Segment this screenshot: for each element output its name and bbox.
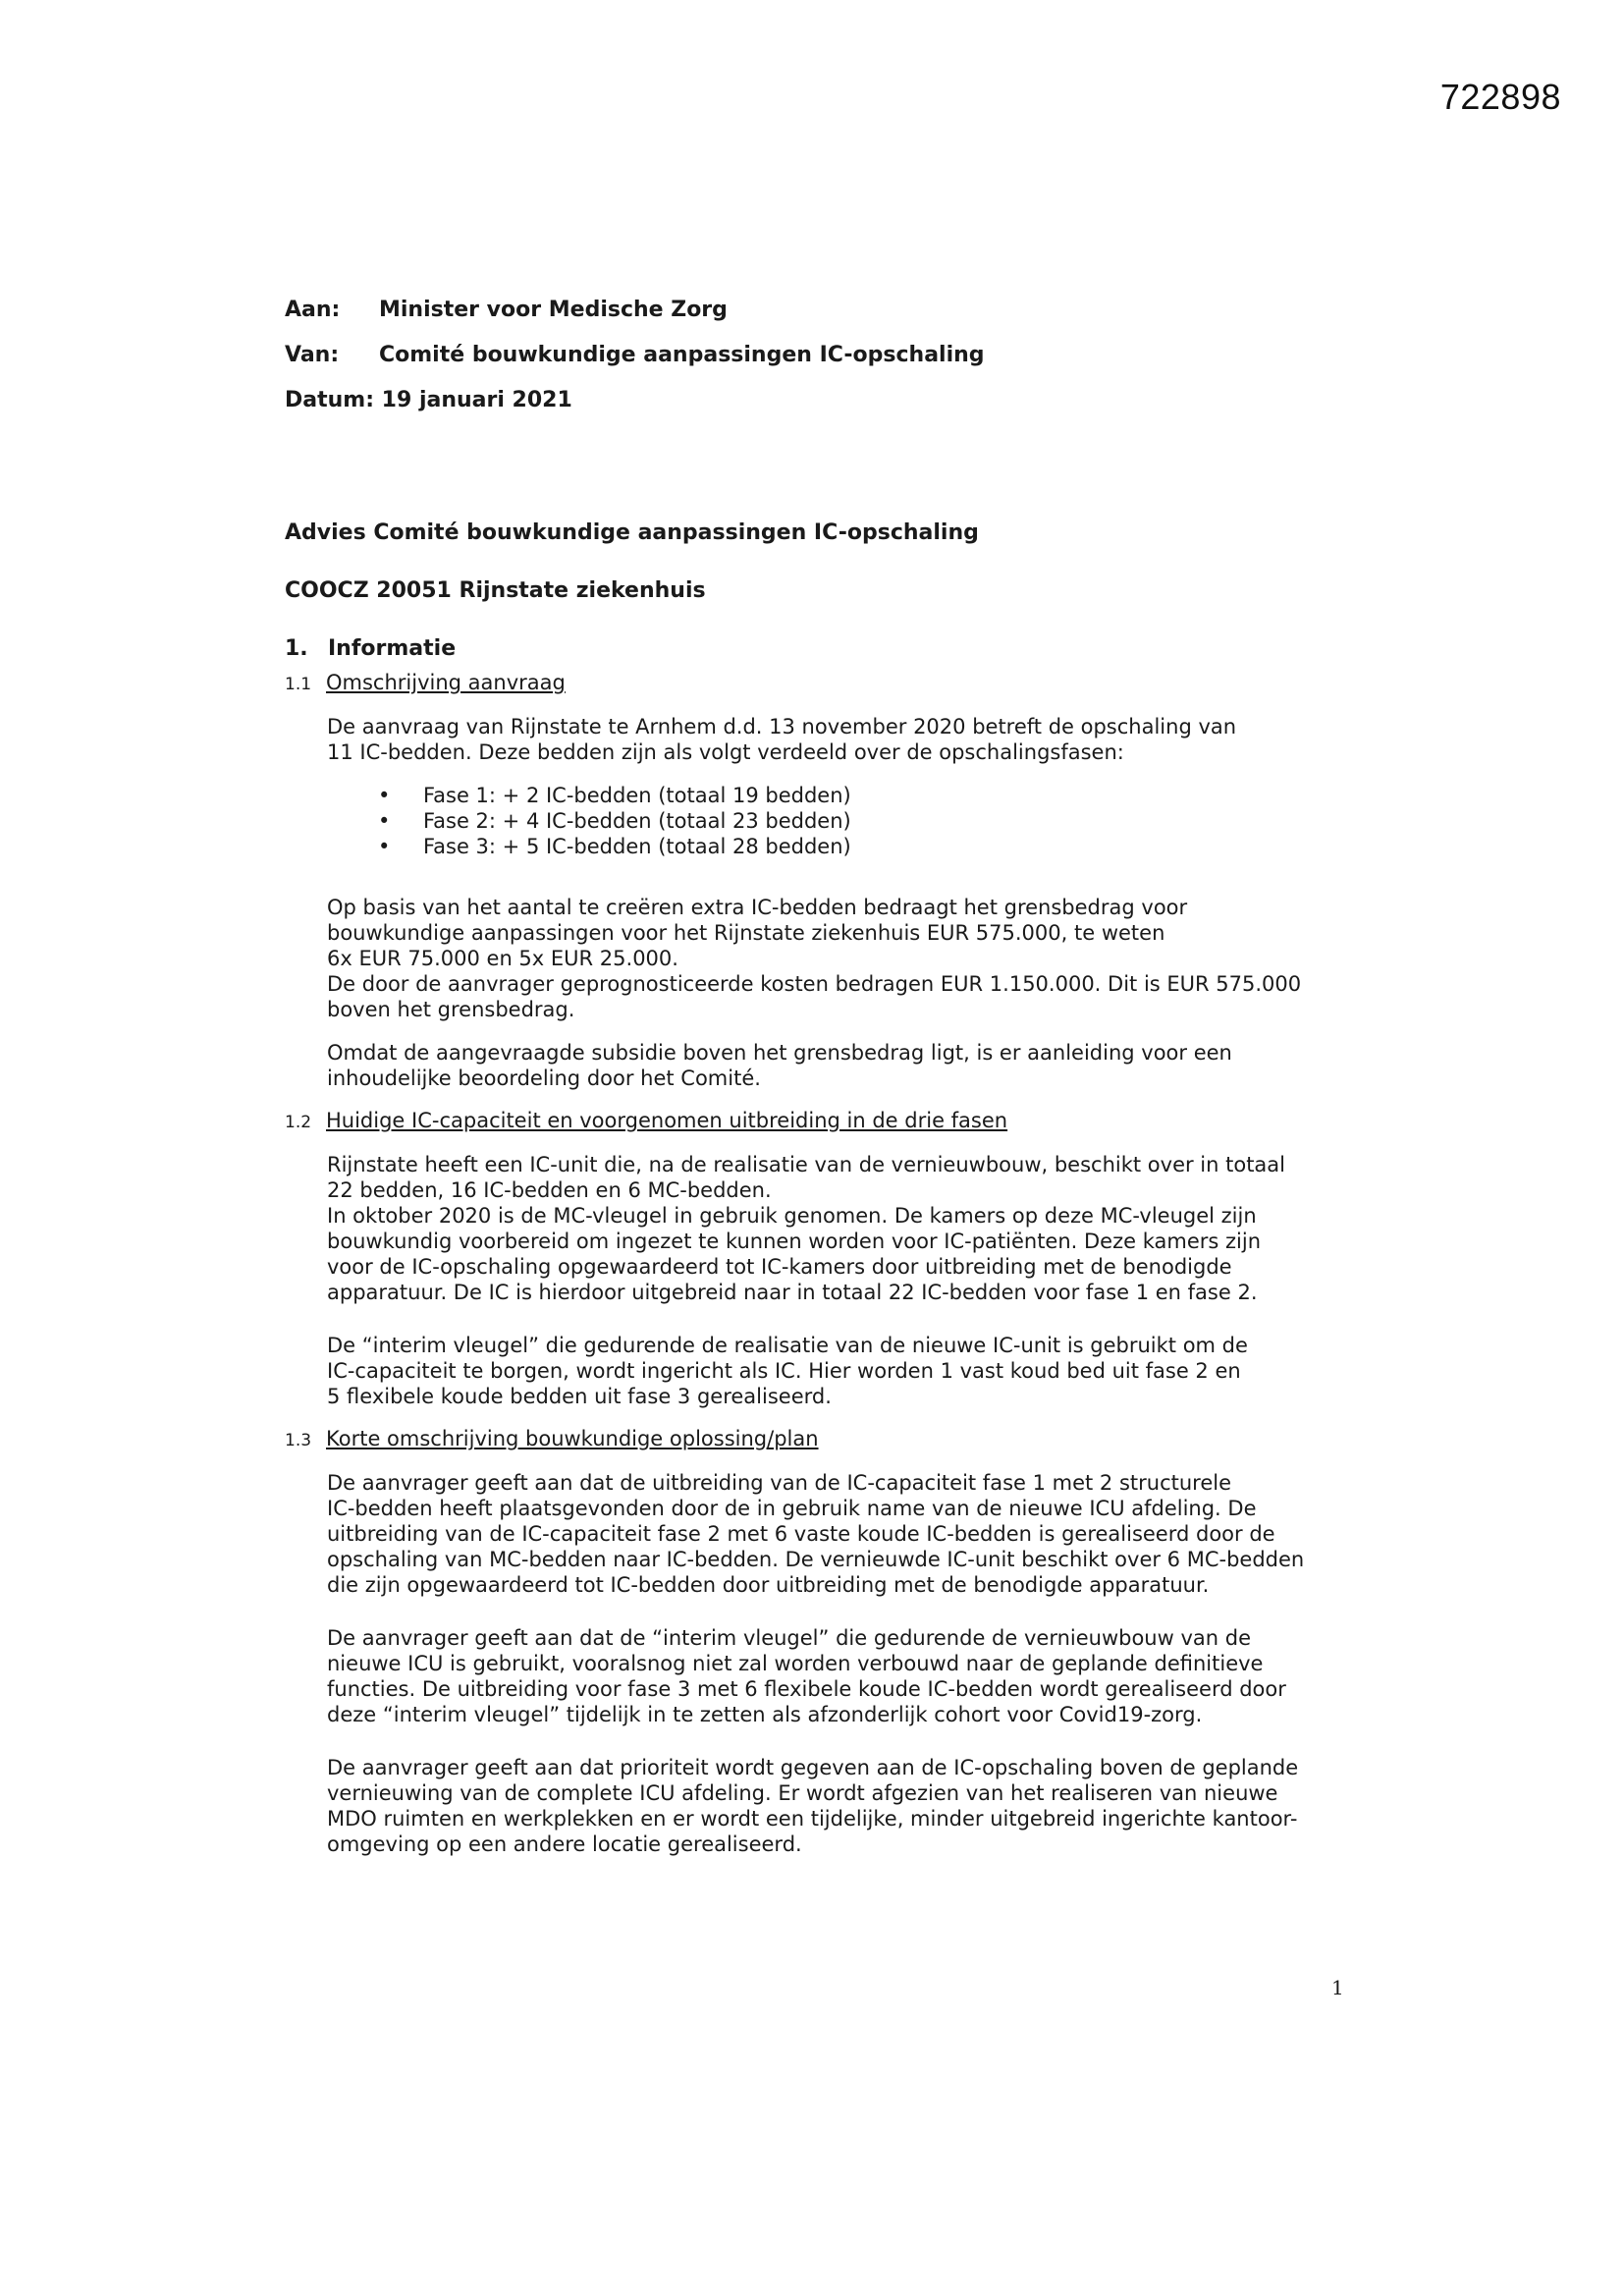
- list-item: [378, 834, 1355, 859]
- text-line: IC-bedden heeft plaatsgevonden door de in gebruik name van de nieuwe ICU afdeling. De: [327, 1497, 1257, 1520]
- text-line: bouwkundige aanpassingen voor het Rijnstate ziekenhuis EUR 575.000, te weten: [327, 921, 1165, 945]
- text-line: In oktober 2020 is de MC-vleugel in gebruik genomen. De kamers op deze MC-vleugel zijn: [327, 1204, 1257, 1228]
- document-body: [285, 520, 1355, 1875]
- list-item: [378, 783, 1355, 808]
- page-number: 1: [1331, 1976, 1344, 1999]
- text-line: 22 bedden, 16 IC-bedden en 6 MC-bedden.: [327, 1178, 772, 1202]
- section-1-2-title: Huidige IC-capaciteit en voorgenomen uitbreiding in de drie fasen: [326, 1109, 1008, 1132]
- list-item: [378, 808, 1355, 834]
- text-line: bouwkundig voorbereid om ingezet te kunnen worden voor IC-patiënten. Deze kamers zijn: [327, 1230, 1262, 1253]
- section-1-3-heading: [285, 1427, 1355, 1450]
- list-item-text: Fase 3: + 5 IC-bedden (totaal 28 bedden): [423, 835, 851, 858]
- from-label: Van:: [285, 342, 340, 367]
- paragraph: [327, 895, 1355, 1022]
- advies-title: Advies Comité bouwkundige aanpassingen IC-opschaling: [285, 520, 979, 545]
- text-line: vernieuwing van de complete ICU afdeling. Er wordt afgezien van het realiseren van nieuwe: [327, 1781, 1278, 1805]
- text-line: 6x EUR 75.000 en 5x EUR 25.000.: [327, 947, 678, 970]
- text-line: deze “interim vleugel” tijdelijk in te zetten als afzonderlijk cohort voor Covid19-zorg.: [327, 1703, 1203, 1726]
- section-1-1-heading: [285, 671, 1355, 694]
- section-1-title: Informatie: [328, 636, 457, 661]
- text-line: apparatuur. De IC is hierdoor uitgebreid naar in totaal 22 IC-bedden voor fase 1 en fase 2.: [327, 1281, 1258, 1304]
- header-from-row: [285, 332, 985, 377]
- paragraph: [327, 1152, 1355, 1305]
- text-line: Rijnstate heeft een IC-unit die, na de realisatie van de vernieuwbouw, beschikt over in totaal: [327, 1153, 1286, 1176]
- bullet-icon: •: [378, 784, 391, 807]
- section-1-heading: [285, 636, 1355, 661]
- section-1-1-number: 1.1: [285, 675, 312, 694]
- text-line: uitbreiding van de IC-capaciteit fase 2 met 6 vaste koude IC-bedden is gerealiseerd door de: [327, 1522, 1275, 1546]
- to-label: Aan:: [285, 297, 341, 322]
- header-date-row: [285, 377, 985, 422]
- text-line: omgeving op een andere locatie gerealiseerd.: [327, 1832, 802, 1856]
- text-line: Op basis van het aantal te creëren extra IC-bedden bedraagt het grensbedrag voor: [327, 896, 1188, 919]
- text-line: nieuwe ICU is gebruikt, vooralsnog niet zal worden verbouwd naar de geplande definitieve: [327, 1652, 1264, 1675]
- text-line: De aanvrager geeft aan dat de uitbreiding van de IC-capaciteit fase 1 met 2 structurele: [327, 1471, 1232, 1495]
- memo-header: [285, 287, 985, 422]
- phase-list: [327, 783, 1355, 859]
- text-line: De “interim vleugel” die gedurende de realisatie van de nieuwe IC-unit is gebruikt om de: [327, 1334, 1248, 1357]
- section-1-2-number: 1.2: [285, 1113, 312, 1132]
- section-1-2-heading: [285, 1109, 1355, 1132]
- paragraph: [327, 1755, 1355, 1857]
- date-line: Datum: 19 januari 2021: [285, 387, 572, 412]
- text-line: De aanvrager geeft aan dat de “interim vleugel” die gedurende de vernieuwbouw van de: [327, 1626, 1252, 1650]
- paragraph: [327, 1333, 1355, 1409]
- list-item-text: Fase 1: + 2 IC-bedden (totaal 19 bedden): [423, 784, 851, 807]
- paragraph: [327, 1040, 1355, 1091]
- text-line: De aanvrager geeft aan dat prioriteit wordt gegeven aan de IC-opschaling boven de geplande: [327, 1756, 1299, 1779]
- bullet-icon: •: [378, 835, 391, 858]
- text-line: De aanvraag van Rijnstate te Arnhem d.d. 13 november 2020 betreft de opschaling van: [327, 715, 1237, 738]
- text-line: 11 IC-bedden. Deze bedden zijn als volgt verdeeld over de opschalingsfasen:: [327, 740, 1124, 764]
- section-1-number: 1.: [285, 636, 308, 661]
- to-value: Minister voor Medische Zorg: [379, 297, 728, 322]
- section-1-1-body: [327, 714, 1355, 1091]
- text-line: 5 flexibele koude bedden uit fase 3 gerealiseerd.: [327, 1385, 832, 1408]
- section-1-3-body: [327, 1470, 1355, 1857]
- section-1-3-number: 1.3: [285, 1431, 312, 1450]
- text-line: MDO ruimten en werkplekken en er wordt een tijdelijke, minder uitgebreid ingerichte kantoor-: [327, 1807, 1298, 1831]
- text-line: opschaling van MC-bedden naar IC-bedden. De vernieuwde IC-unit beschikt over 6 MC-bedden: [327, 1548, 1305, 1571]
- text-line: die zijn opgewaardeerd tot IC-bedden door uitbreiding met de benodigde apparatuur.: [327, 1573, 1210, 1597]
- text-line: boven het grensbedrag.: [327, 998, 575, 1021]
- from-value: Comité bouwkundige aanpassingen IC-opschaling: [379, 342, 985, 367]
- list-item-text: Fase 2: + 4 IC-bedden (totaal 23 bedden): [423, 809, 851, 833]
- document-number: 722898: [1439, 77, 1561, 117]
- section-1-1-title: Omschrijving aanvraag: [326, 671, 566, 694]
- text-line: De door de aanvrager geprognosticeerde kosten bedragen EUR 1.150.000. Dit is EUR 575.000: [327, 972, 1302, 996]
- paragraph: [327, 714, 1355, 765]
- paragraph: [327, 1625, 1355, 1727]
- text-line: voor de IC-opschaling opgewaardeerd tot IC-kamers door uitbreiding met de benodigde: [327, 1255, 1232, 1279]
- text-line: Omdat de aangevraagde subsidie boven het grensbedrag ligt, is er aanleiding voor een: [327, 1041, 1232, 1065]
- text-line: IC-capaciteit te borgen, wordt ingericht als IC. Hier worden 1 vast koud bed uit fase 2 en: [327, 1359, 1241, 1383]
- text-line: inhoudelijke beoordeling door het Comité.: [327, 1066, 761, 1090]
- section-1-3-title: Korte omschrijving bouwkundige oplossing/plan: [326, 1427, 819, 1450]
- text-line: functies. De uitbreiding voor fase 3 met 6 flexibele koude IC-bedden wordt gerealiseerd door: [327, 1677, 1286, 1701]
- section-1-2-body: [327, 1152, 1355, 1409]
- case-title: COOCZ 20051 Rijnstate ziekenhuis: [285, 578, 706, 603]
- header-to-row: [285, 287, 985, 332]
- bullet-icon: •: [378, 809, 391, 833]
- paragraph: [327, 1470, 1355, 1598]
